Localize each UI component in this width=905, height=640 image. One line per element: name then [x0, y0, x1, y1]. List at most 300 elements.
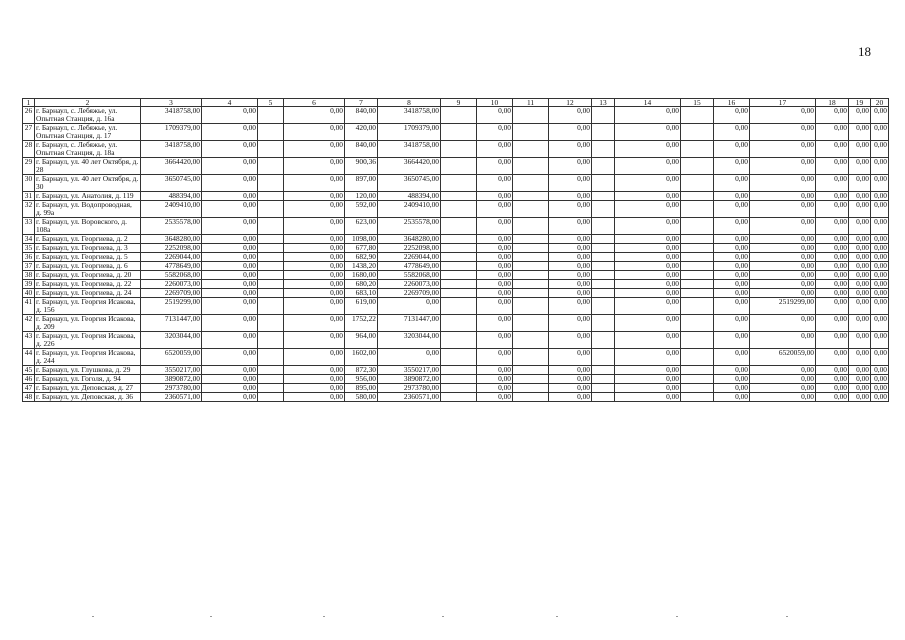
table-cell: 0,00	[871, 315, 889, 332]
table-cell: 1752,22	[345, 315, 378, 332]
table-cell: 0,00	[849, 384, 871, 393]
table-cell: 683,10	[345, 289, 378, 298]
table-cell	[513, 349, 549, 366]
table-cell	[441, 107, 477, 124]
table-cell: 2269044,00	[141, 253, 202, 262]
table-cell	[681, 253, 714, 262]
table-cell: 2252098,00	[378, 244, 441, 253]
table-cell: 0,00	[816, 375, 849, 384]
table-cell: 0,00	[750, 175, 816, 192]
table-cell	[513, 332, 549, 349]
table-cell	[513, 366, 549, 375]
table-cell	[441, 315, 477, 332]
table-cell: 0,00	[549, 218, 592, 235]
table-cell	[513, 244, 549, 253]
row-number-cell: 45	[23, 366, 35, 375]
table-cell: 0,00	[549, 124, 592, 141]
table-row	[23, 175, 889, 192]
table-cell: 0,00	[202, 262, 258, 271]
table-cell: 0,00	[871, 141, 889, 158]
table-cell: 0,00	[284, 175, 345, 192]
table-cell: 0,00	[549, 192, 592, 201]
table-cell	[592, 192, 615, 201]
table-cell: 895,00	[345, 384, 378, 393]
table-row	[23, 192, 889, 201]
table-row	[23, 366, 889, 375]
table-cell: 2535578,00	[378, 218, 441, 235]
table-cell: 0,00	[714, 289, 750, 298]
table-cell: 0,00	[714, 393, 750, 402]
table-cell: 0,00	[549, 271, 592, 280]
table-cell: 897,00	[345, 175, 378, 192]
table-cell: 0,00	[202, 141, 258, 158]
table-cell: 0,00	[549, 349, 592, 366]
table-cell	[258, 253, 284, 262]
table-row	[23, 315, 889, 332]
table-row	[23, 158, 889, 175]
table-cell: 0,00	[750, 218, 816, 235]
table-cell: 3203044,00	[378, 332, 441, 349]
table-cell: 0,00	[202, 235, 258, 244]
table-cell: 1709379,00	[141, 124, 202, 141]
table-cell: 0,00	[750, 289, 816, 298]
table-cell: 0,00	[816, 235, 849, 244]
table-cell	[441, 349, 477, 366]
table-cell: 0,00	[714, 375, 750, 384]
table-cell: 0,00	[871, 107, 889, 124]
table-cell: 0,00	[284, 298, 345, 315]
table-cell: 0,00	[750, 244, 816, 253]
table-cell: 0,00	[816, 201, 849, 218]
table-cell: 0,00	[714, 175, 750, 192]
address-cell: г. Барнаул, ул. Георгиева, д. 22	[35, 280, 141, 289]
table-cell: 120,00	[345, 192, 378, 201]
table-cell: 3650745,00	[141, 175, 202, 192]
table-cell	[441, 393, 477, 402]
table-cell: 840,00	[345, 141, 378, 158]
table-cell	[513, 262, 549, 271]
table-cell: 0,00	[714, 244, 750, 253]
table-cell: 2269709,00	[378, 289, 441, 298]
table-cell	[513, 201, 549, 218]
table-cell: 0,00	[284, 124, 345, 141]
table-cell	[441, 366, 477, 375]
table-cell: 0,00	[714, 271, 750, 280]
table-cell: 1602,00	[345, 349, 378, 366]
address-cell: г. Барнаул, ул. Георгиева, д. 20	[35, 271, 141, 280]
row-number-cell: 29	[23, 158, 35, 175]
table-row	[23, 375, 889, 384]
table-cell: 0,00	[615, 289, 681, 298]
table-cell: 5582068,00	[141, 271, 202, 280]
table-cell: 0,00	[549, 289, 592, 298]
table-cell: 7131447,00	[378, 315, 441, 332]
table-cell: 0,00	[549, 298, 592, 315]
table-cell	[513, 253, 549, 262]
table-row	[23, 349, 889, 366]
table-cell: 0,00	[816, 298, 849, 315]
table-cell: 0,00	[284, 235, 345, 244]
table-cell: 0,00	[849, 124, 871, 141]
table-cell: 2269709,00	[141, 289, 202, 298]
table-cell: 0,00	[615, 218, 681, 235]
table-cell: 0,00	[871, 175, 889, 192]
table-cell: 0,00	[284, 375, 345, 384]
table-cell	[513, 175, 549, 192]
page-number: 18	[858, 44, 871, 59]
table-cell: 0,00	[816, 262, 849, 271]
table-cell: 0,00	[714, 262, 750, 271]
table-cell	[513, 280, 549, 289]
table-cell: 0,00	[871, 366, 889, 375]
table-cell: 0,00	[750, 315, 816, 332]
table-cell: 1438,20	[345, 262, 378, 271]
table-header-cell: 9	[441, 99, 477, 107]
table-cell: 0,00	[849, 315, 871, 332]
table-cell: 0,00	[615, 235, 681, 244]
table-cell: 0,00	[750, 366, 816, 375]
table-header-cell: 6	[284, 99, 345, 107]
table-cell: 0,00	[202, 384, 258, 393]
table-cell	[513, 158, 549, 175]
address-cell: г. Барнаул, ул. Водопроводная, д. 99а	[35, 201, 141, 218]
table-cell: 0,00	[849, 262, 871, 271]
table-cell: 0,00	[849, 366, 871, 375]
table-cell	[681, 375, 714, 384]
table-cell	[441, 280, 477, 289]
table-cell: 0,00	[849, 298, 871, 315]
table-cell: 0,00	[549, 107, 592, 124]
row-number-cell: 30	[23, 175, 35, 192]
table-cell: 0,00	[871, 349, 889, 366]
table-cell: 2519299,00	[141, 298, 202, 315]
table-cell	[592, 332, 615, 349]
table-cell: 0,00	[549, 315, 592, 332]
table-cell: 0,00	[477, 158, 513, 175]
table-cell: 0,00	[477, 366, 513, 375]
table-cell: 0,00	[750, 384, 816, 393]
address-cell: г. Барнаул, ул. Анатолия, д. 119	[35, 192, 141, 201]
table-cell: 3203044,00	[141, 332, 202, 349]
table-cell: 0,00	[477, 289, 513, 298]
table-cell: 5582068,00	[378, 271, 441, 280]
table-cell: 0,00	[615, 375, 681, 384]
table-cell	[258, 393, 284, 402]
row-number-cell: 36	[23, 253, 35, 262]
table-cell: 0,00	[284, 349, 345, 366]
table-cell: 0,00	[849, 158, 871, 175]
table-cell: 0,00	[750, 107, 816, 124]
table-cell: 682,90	[345, 253, 378, 262]
table-cell: 0,00	[849, 332, 871, 349]
table-cell	[441, 244, 477, 253]
table-cell: 0,00	[378, 298, 441, 315]
table-header-cell: 14	[615, 99, 681, 107]
table-row	[23, 280, 889, 289]
table-header-cell: 19	[849, 99, 871, 107]
table-cell: 0,00	[549, 253, 592, 262]
table-cell: 0,00	[750, 280, 816, 289]
table-cell: 0,00	[615, 253, 681, 262]
table-header-cell: 8	[378, 99, 441, 107]
table-cell: 0,00	[871, 253, 889, 262]
table-cell	[592, 158, 615, 175]
table-cell: 0,00	[284, 141, 345, 158]
table-cell: 0,00	[849, 192, 871, 201]
table-cell: 0,00	[750, 201, 816, 218]
table-cell: 0,00	[202, 175, 258, 192]
table-header-cell: 3	[141, 99, 202, 107]
table-row	[23, 244, 889, 253]
address-cell: г. Барнаул, ул. 40 лет Октября, д. 28	[35, 158, 141, 175]
table-cell	[592, 315, 615, 332]
table-cell: 0,00	[714, 349, 750, 366]
table-header-cell: 10	[477, 99, 513, 107]
table-cell: 488394,00	[378, 192, 441, 201]
row-number-cell: 28	[23, 141, 35, 158]
table-cell	[513, 384, 549, 393]
table-header-cell: 7	[345, 99, 378, 107]
table-cell	[258, 280, 284, 289]
table-cell: 0,00	[871, 218, 889, 235]
row-number-cell: 48	[23, 393, 35, 402]
table-cell: 2360571,00	[378, 393, 441, 402]
table-cell: 1098,00	[345, 235, 378, 244]
table-cell	[513, 393, 549, 402]
table-cell	[258, 332, 284, 349]
table-cell	[258, 271, 284, 280]
table-cell	[592, 175, 615, 192]
table-cell: 0,00	[202, 158, 258, 175]
table-cell: 0,00	[202, 271, 258, 280]
address-cell: г. Барнаул, ул. Гоголя, д. 94	[35, 375, 141, 384]
table-cell	[258, 289, 284, 298]
table-cell	[441, 201, 477, 218]
table-cell: 0,00	[714, 107, 750, 124]
table-cell: 0,00	[202, 315, 258, 332]
table-cell	[592, 393, 615, 402]
address-cell: г. Барнаул, ул. Георгиева, д. 24	[35, 289, 141, 298]
table-row	[23, 218, 889, 235]
row-number-cell: 34	[23, 235, 35, 244]
table-row	[23, 235, 889, 244]
table-cell	[592, 141, 615, 158]
table-cell: 964,00	[345, 332, 378, 349]
table-cell: 3418758,00	[378, 141, 441, 158]
table-cell: 0,00	[549, 366, 592, 375]
table-cell: 0,00	[549, 201, 592, 218]
table-cell: 0,00	[202, 332, 258, 349]
table-cell	[681, 298, 714, 315]
row-number-cell: 26	[23, 107, 35, 124]
table-cell	[681, 393, 714, 402]
table-cell: 0,00	[750, 262, 816, 271]
row-number-cell: 37	[23, 262, 35, 271]
table-cell	[258, 235, 284, 244]
row-number-cell: 47	[23, 384, 35, 393]
table-cell: 0,00	[378, 349, 441, 366]
table-cell: 0,00	[202, 192, 258, 201]
table-cell	[513, 141, 549, 158]
table-cell: 0,00	[714, 315, 750, 332]
table-header-cell: 17	[750, 99, 816, 107]
table-cell: 2535578,00	[141, 218, 202, 235]
table-cell: 0,00	[714, 332, 750, 349]
table-cell: 677,80	[345, 244, 378, 253]
table-cell: 0,00	[871, 332, 889, 349]
table-cell: 0,00	[477, 315, 513, 332]
table-cell: 619,00	[345, 298, 378, 315]
table-cell	[681, 289, 714, 298]
table-cell: 0,00	[816, 253, 849, 262]
table-cell	[258, 384, 284, 393]
table-cell: 0,00	[477, 375, 513, 384]
table-cell	[441, 158, 477, 175]
table-cell	[258, 375, 284, 384]
table-row	[23, 253, 889, 262]
address-cell: г. Барнаул, ул. Георгиева, д. 5	[35, 253, 141, 262]
address-cell: г. Барнаул, с. Лебяжье, ул. Опытная Станция, д. 18а	[35, 141, 141, 158]
table-header-cell: 12	[549, 99, 592, 107]
table-cell: 0,00	[549, 262, 592, 271]
table-cell	[441, 384, 477, 393]
table-cell: 2519299,00	[750, 298, 816, 315]
table-cell: 0,00	[871, 158, 889, 175]
table-cell: 0,00	[849, 271, 871, 280]
table-cell: 0,00	[202, 349, 258, 366]
row-number-cell: 41	[23, 298, 35, 315]
table-cell: 0,00	[871, 393, 889, 402]
row-number-cell: 44	[23, 349, 35, 366]
table-cell: 0,00	[549, 244, 592, 253]
table-cell: 0,00	[714, 366, 750, 375]
table-cell: 0,00	[477, 192, 513, 201]
table-row	[23, 332, 889, 349]
table-cell: 0,00	[284, 315, 345, 332]
table-cell	[681, 235, 714, 244]
table-cell: 0,00	[816, 175, 849, 192]
table-cell	[513, 289, 549, 298]
table-cell: 0,00	[849, 289, 871, 298]
table-cell: 0,00	[714, 280, 750, 289]
table-cell: 0,00	[202, 280, 258, 289]
table-cell: 0,00	[549, 384, 592, 393]
table-row	[23, 298, 889, 315]
table-row	[23, 393, 889, 402]
table-cell	[681, 271, 714, 280]
table-cell: 0,00	[284, 332, 345, 349]
table-cell	[681, 141, 714, 158]
table-cell: 0,00	[871, 375, 889, 384]
table-cell: 0,00	[750, 235, 816, 244]
table-cell: 0,00	[871, 271, 889, 280]
table-cell: 0,00	[615, 384, 681, 393]
table-cell: 592,00	[345, 201, 378, 218]
table-cell	[441, 192, 477, 201]
table-cell: 0,00	[871, 235, 889, 244]
table-cell: 3418758,00	[141, 141, 202, 158]
table-cell	[592, 366, 615, 375]
table-cell: 0,00	[871, 244, 889, 253]
table-cell: 2973780,00	[378, 384, 441, 393]
row-number-cell: 33	[23, 218, 35, 235]
table-cell: 0,00	[615, 366, 681, 375]
table-cell: 0,00	[750, 393, 816, 402]
table-cell: 0,00	[849, 107, 871, 124]
table-cell: 6520059,00	[750, 349, 816, 366]
table-cell	[592, 235, 615, 244]
table-cell: 0,00	[477, 393, 513, 402]
table-cell: 0,00	[849, 244, 871, 253]
table-cell	[441, 271, 477, 280]
table-cell	[513, 271, 549, 280]
table-cell: 3648280,00	[141, 235, 202, 244]
table-cell: 0,00	[615, 298, 681, 315]
table-header-cell: 18	[816, 99, 849, 107]
table-cell: 0,00	[549, 141, 592, 158]
table-cell: 0,00	[549, 332, 592, 349]
table-cell: 3418758,00	[141, 107, 202, 124]
table-cell: 1709379,00	[378, 124, 441, 141]
table-cell: 0,00	[750, 192, 816, 201]
table-cell	[681, 384, 714, 393]
table-cell: 0,00	[750, 253, 816, 262]
table-cell: 0,00	[284, 253, 345, 262]
table-cell: 0,00	[284, 262, 345, 271]
table-cell: 0,00	[202, 366, 258, 375]
table-cell: 488394,00	[141, 192, 202, 201]
table-cell	[258, 315, 284, 332]
table-cell: 0,00	[816, 384, 849, 393]
table-cell	[592, 201, 615, 218]
table-cell: 0,00	[477, 107, 513, 124]
table-cell: 0,00	[849, 141, 871, 158]
table-header-cell: 13	[592, 99, 615, 107]
table-cell	[258, 201, 284, 218]
table-row	[23, 384, 889, 393]
table-row	[23, 107, 889, 124]
row-number-cell: 39	[23, 280, 35, 289]
data-table	[22, 98, 889, 402]
row-number-cell: 40	[23, 289, 35, 298]
table-cell	[441, 235, 477, 244]
table-cell: 0,00	[816, 124, 849, 141]
table-cell: 0,00	[615, 280, 681, 289]
table-cell: 0,00	[202, 289, 258, 298]
table-cell	[513, 218, 549, 235]
table-cell: 0,00	[549, 235, 592, 244]
table-cell: 3650745,00	[378, 175, 441, 192]
row-number-cell: 27	[23, 124, 35, 141]
table-cell	[258, 349, 284, 366]
table-cell: 0,00	[849, 253, 871, 262]
table-cell: 0,00	[816, 280, 849, 289]
table-cell: 900,36	[345, 158, 378, 175]
table-cell	[592, 253, 615, 262]
table-cell: 0,00	[549, 158, 592, 175]
table-cell: 0,00	[816, 141, 849, 158]
table-cell: 0,00	[849, 218, 871, 235]
table-cell: 0,00	[750, 375, 816, 384]
table-cell: 0,00	[615, 349, 681, 366]
table-cell: 0,00	[477, 175, 513, 192]
table-cell: 0,00	[202, 298, 258, 315]
table-cell: 0,00	[750, 332, 816, 349]
table-cell	[513, 124, 549, 141]
table-cell: 0,00	[549, 280, 592, 289]
table-cell: 0,00	[871, 289, 889, 298]
table-cell: 0,00	[477, 124, 513, 141]
